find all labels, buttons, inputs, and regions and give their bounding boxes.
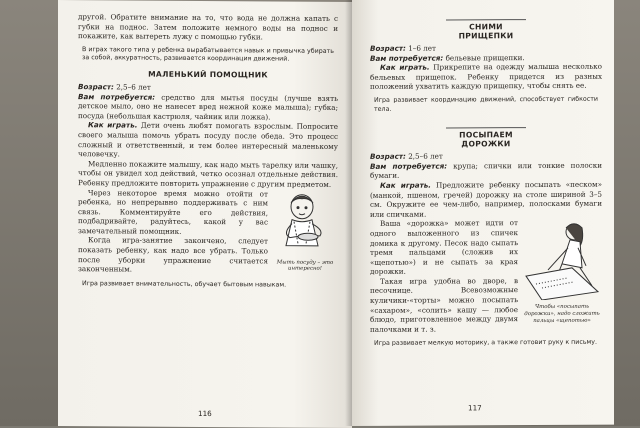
illustration-caption: Чтобы «посыпать дорожки», надо сложить пальцы «щепотью»: [524, 304, 600, 324]
illustration-caption: Мыть посуду – это интересно!: [276, 259, 334, 272]
age-value: 2,5–6 лет: [116, 82, 151, 92]
need-value: крупа; спички или тонкие полоски бумаги.: [370, 160, 602, 181]
play-text: Предложите ребенку посыпать «песком» (манкой, пшеном, гречей) дорожку на столе шириной 3–5 см. Окружите ее чем-либо, например, полосками бумаги или спичками.: [370, 179, 602, 219]
need-label: Вам потребуется:: [370, 161, 448, 171]
need-label: Вам потребуется:: [78, 91, 156, 102]
left-page: [58, 0, 352, 428]
need-line: [370, 160, 602, 180]
paragraph-2: Ваша «дорожка» может идти от одного выложенного из спичек домика к другому. Песок надо сыпать тремя пальцами (сложив их «щепотью») и не сыпать за края дорожки.: [370, 218, 518, 277]
paragraph-3: Через некоторое время можно отойти от ребенка, но непрерывно поддерживать с ним связь. Комментируйте его действия, подбадривайте, радуйтесь, какой у вас замечательный помощник.: [78, 187, 268, 236]
age-value: 1–6 лет: [408, 43, 437, 53]
need-value: бельевые прищепки.: [445, 52, 525, 63]
wrapped-text: [370, 218, 518, 334]
section-title-paths: ПОСЫПАЕМ ДОРОЖКИ: [446, 127, 526, 148]
girl-illustration: [522, 218, 602, 334]
section-title-helper: МАЛЕНЬКИЙ ПОМОЩНИК: [148, 69, 268, 80]
wrapped-text: [78, 188, 268, 276]
section2-note: Игра развивает мелкую моторику, а также готовит руку к письму.: [374, 339, 598, 348]
need-value: средство для мытья посуды (лучше взять детское мыло, оно не нанесет вред нежной коже малыша); губка; посуда (небольшая кастрюля, чайник или ложка).: [78, 92, 338, 122]
paragraph-4: Когда игра-занятие закончено, следует показать ребенку, как надо все убрать. Только после уборки упражнение считается законченным.: [78, 235, 268, 274]
footer-note: Игра развивает внимательность, обучает бытовым навыкам.: [82, 280, 287, 289]
paragraph-with-figure: [78, 188, 338, 276]
intro-paragraph: другой. Обратите внимание на то, что вода не должна капать с губки на поднос. Затем положите немного воды на поднос и покажите, как вытереть лужу с помощью губки.: [78, 12, 338, 42]
age-value: 2,5–6 лет: [408, 151, 443, 161]
play-label: Как играть.: [380, 62, 430, 73]
boy-illustration: [272, 189, 338, 276]
need-line: [78, 92, 338, 123]
play-line: [78, 120, 338, 160]
page-number-right: 117: [468, 403, 482, 413]
paragraph-2: Медленно покажите малышу, как надо мыть тарелку или чашку, чтобы он увидел ход действий, четко осознал отдельные действия. Ребенку предложите повторить упражнение с другим предметом.: [78, 158, 338, 189]
play-line: [370, 62, 602, 92]
boy-washing-dishes-drawing: [272, 189, 338, 255]
section1-note: Игра развивает координацию движений, способствует гибкости тела.: [374, 95, 598, 113]
intro-note: В играх такого типа у ребенка вырабатывается навык и привычка убирать за собой, аккуратность, развивается координация движений.: [82, 45, 334, 63]
age-label: Возраст:: [370, 43, 406, 53]
paragraph-with-figure: [370, 218, 602, 334]
section-title-clothespins: СНИМИ ПРИЩЕПКИ: [446, 19, 526, 40]
play-label: Как играть.: [380, 180, 432, 190]
play-text: Прикрепите на одежду малыша несколько бельевых прищепок. Ребенку придется из разных положений ухватить каждую прищепку, чтобы снять ее.: [370, 61, 602, 92]
play-text: Дети очень любят помогать взрослым. Попросите своего малыша помочь убрать посуду после обеда. Это процесс сложный и ответственный, и тем более интересный маленькому человечку.: [78, 120, 338, 159]
age-label: Возраст:: [78, 82, 114, 92]
paragraph-3: Такая игра удобна во дворе, в песочнице. Всевозможные куличики-«торты» можно посыпать «сахаром», «солить» кашу — любое блюдо, приготовленное между двумя палочками и т. з.: [370, 276, 518, 334]
right-page: [352, 0, 614, 426]
play-label: Как играть.: [88, 120, 138, 130]
girl-sprinkling-drawing: [522, 218, 602, 300]
page-number-left: 116: [198, 408, 212, 419]
need-label: Вам потребуется:: [370, 53, 444, 63]
play-line: [370, 180, 602, 220]
age-label: Возраст:: [370, 151, 406, 162]
